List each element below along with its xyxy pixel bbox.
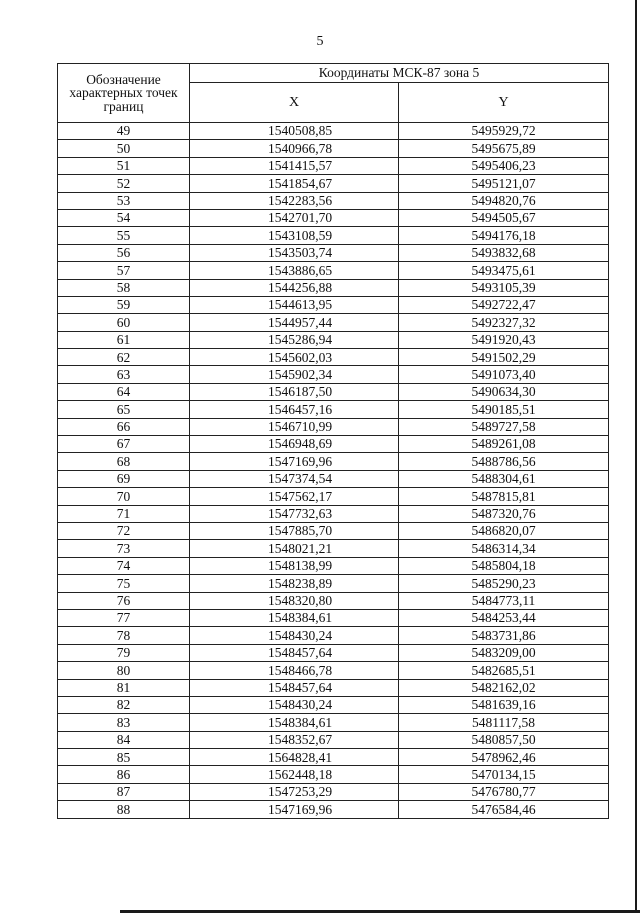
table-row [58, 123, 609, 140]
x-coordinate-cell [190, 140, 399, 157]
y-coordinate-cell [399, 331, 609, 348]
point-number-text: 68 [116, 453, 131, 469]
point-number-text: 85 [116, 749, 131, 765]
x-coordinate-text: 1544957,44 [267, 314, 333, 330]
point-number-text: 58 [116, 279, 131, 295]
x-coordinate-cell [190, 244, 399, 261]
y-coordinate-text: 5482685,51 [471, 662, 536, 678]
table-row [58, 331, 609, 348]
point-number-cell [58, 366, 190, 383]
x-coordinate-cell [190, 679, 399, 696]
point-number-cell [58, 349, 190, 366]
x-coordinate-cell [190, 609, 399, 626]
point-number-cell [58, 696, 190, 713]
y-coordinate-cell [399, 140, 609, 157]
x-coordinate-cell [190, 175, 399, 192]
y-coordinate-cell [399, 696, 609, 713]
x-coordinate-cell [190, 209, 399, 226]
table-row [58, 262, 609, 279]
table-row [58, 227, 609, 244]
point-number-cell [58, 453, 190, 470]
table-row [58, 192, 609, 209]
point-number-cell [58, 383, 190, 400]
x-coordinate-text: 1548021,21 [267, 540, 333, 556]
y-coordinate-text: 5483731,86 [471, 627, 536, 643]
point-number-cell [58, 714, 190, 731]
y-coordinate-cell [399, 627, 609, 644]
x-coordinate-text: 1548384,61 [267, 714, 333, 730]
table-row [58, 296, 609, 313]
y-coordinate-text: 5482162,02 [471, 679, 536, 695]
x-coordinate-text: 1541415,57 [267, 158, 333, 174]
x-coordinate-text: 1548430,24 [267, 627, 333, 643]
y-coordinate-cell [399, 401, 609, 418]
table-row [58, 209, 609, 226]
point-number-cell [58, 575, 190, 592]
point-number-cell [58, 644, 190, 661]
y-coordinate-cell [399, 662, 609, 679]
table-row [58, 244, 609, 261]
point-number-cell [58, 279, 190, 296]
x-coordinate-cell [190, 783, 399, 800]
x-coordinate-text: 1547732,63 [267, 506, 333, 522]
y-coordinate-text: 5488786,56 [471, 453, 536, 469]
point-number-text: 62 [116, 349, 131, 365]
x-coordinate-text: 1545902,34 [267, 366, 333, 382]
point-number-text: 76 [116, 592, 131, 608]
point-number-text: 79 [116, 645, 131, 661]
x-coordinate-text: 1544256,88 [267, 279, 333, 295]
x-coordinate-cell [190, 227, 399, 244]
x-coordinate-cell [190, 418, 399, 435]
y-coordinate-cell [399, 123, 609, 140]
x-coordinate-text: 1547374,54 [267, 471, 333, 487]
x-coordinate-text: 1541854,67 [267, 175, 333, 191]
y-coordinate-text: 5493832,68 [471, 245, 536, 261]
header-y: Y [399, 83, 609, 123]
point-number-text: 61 [116, 332, 131, 348]
coordinates-table [57, 63, 609, 819]
y-coordinate-text: 5492722,47 [471, 297, 536, 313]
point-number-text: 67 [116, 436, 131, 452]
y-coordinate-cell [399, 192, 609, 209]
table-row [58, 366, 609, 383]
y-coordinate-text: 5484253,44 [471, 610, 536, 626]
x-coordinate-cell [190, 766, 399, 783]
y-coordinate-cell [399, 279, 609, 296]
x-coordinate-text: 1545286,94 [267, 332, 333, 348]
x-coordinate-cell [190, 436, 399, 453]
y-coordinate-cell [399, 453, 609, 470]
y-coordinate-text: 5490185,51 [471, 401, 536, 417]
x-coordinate-text: 1547169,96 [267, 453, 333, 469]
point-number-text: 73 [116, 540, 131, 556]
y-coordinate-cell [399, 522, 609, 539]
y-coordinate-cell [399, 714, 609, 731]
point-number-cell [58, 505, 190, 522]
table-row [58, 157, 609, 174]
point-number-cell [58, 731, 190, 748]
page-number: 5 [316, 34, 324, 49]
page-edge-right [635, 0, 637, 913]
y-coordinate-cell [399, 783, 609, 800]
x-coordinate-text: 1548320,80 [267, 592, 333, 608]
x-coordinate-text: 1540508,85 [267, 123, 333, 139]
x-coordinate-cell [190, 366, 399, 383]
x-coordinate-text: 1542283,56 [267, 193, 333, 208]
point-number-text: 52 [116, 175, 131, 191]
x-coordinate-text: 1540966,78 [267, 140, 333, 156]
point-number-cell [58, 522, 190, 539]
point-number-text: 51 [116, 158, 131, 174]
y-coordinate-text: 5493105,39 [471, 279, 536, 295]
table-row [58, 783, 609, 800]
x-coordinate-cell [190, 262, 399, 279]
point-number-text: 78 [116, 627, 131, 643]
point-number-cell [58, 157, 190, 174]
y-coordinate-text: 5495929,72 [471, 123, 536, 139]
point-number-text: 69 [116, 471, 131, 487]
x-coordinate-cell [190, 662, 399, 679]
point-number-text: 71 [116, 506, 131, 522]
x-coordinate-cell [190, 192, 399, 209]
x-coordinate-cell [190, 453, 399, 470]
x-coordinate-text: 1548384,61 [267, 610, 333, 626]
point-number-text: 83 [116, 714, 131, 730]
y-coordinate-text: 5478962,46 [471, 749, 536, 765]
y-coordinate-cell [399, 209, 609, 226]
y-coordinate-cell [399, 679, 609, 696]
table-row [58, 644, 609, 661]
x-coordinate-cell [190, 557, 399, 574]
x-coordinate-cell [190, 627, 399, 644]
point-number-cell [58, 801, 190, 818]
y-coordinate-text: 5481639,16 [471, 697, 536, 713]
x-coordinate-text: 1544613,95 [267, 297, 333, 313]
y-coordinate-text: 5495121,07 [471, 175, 536, 191]
point-number-cell [58, 592, 190, 609]
point-number-text: 50 [116, 140, 131, 156]
point-number-text: 65 [116, 401, 131, 417]
y-coordinate-cell [399, 157, 609, 174]
table-row [58, 609, 609, 626]
y-coordinate-cell [399, 488, 609, 505]
table-row [58, 383, 609, 400]
x-coordinate-cell [190, 488, 399, 505]
y-coordinate-text: 5480857,50 [471, 732, 536, 748]
point-number-cell [58, 123, 190, 140]
y-coordinate-cell [399, 505, 609, 522]
x-coordinate-text: 1562448,18 [267, 766, 333, 782]
x-coordinate-cell [190, 749, 399, 766]
point-number-cell [58, 540, 190, 557]
x-coordinate-text: 1547885,70 [267, 523, 333, 539]
table-row [58, 592, 609, 609]
point-number-cell [58, 418, 190, 435]
point-number-cell [58, 331, 190, 348]
x-coordinate-cell [190, 522, 399, 539]
point-number-text: 81 [116, 679, 131, 695]
point-number-text: 77 [116, 610, 131, 626]
table-row [58, 314, 609, 331]
y-coordinate-text: 5488304,61 [471, 471, 536, 487]
table-row [58, 627, 609, 644]
y-coordinate-text: 5470134,15 [471, 766, 536, 782]
header-designation: Обозначение характерных точек границ [58, 64, 190, 123]
x-coordinate-cell [190, 383, 399, 400]
y-coordinate-cell [399, 262, 609, 279]
x-coordinate-cell [190, 314, 399, 331]
y-coordinate-cell [399, 366, 609, 383]
table-row [58, 575, 609, 592]
x-coordinate-cell [190, 401, 399, 418]
table-row [58, 662, 609, 679]
x-coordinate-text: 1548466,78 [267, 662, 333, 678]
x-coordinate-text: 1548352,67 [267, 732, 333, 748]
x-coordinate-cell [190, 714, 399, 731]
point-number-cell [58, 436, 190, 453]
y-coordinate-text: 5485804,18 [471, 558, 536, 574]
table-row [58, 731, 609, 748]
x-coordinate-text: 1547169,96 [267, 801, 333, 817]
coordinates-table-body [58, 123, 609, 819]
y-coordinate-cell [399, 418, 609, 435]
table-row [58, 679, 609, 696]
y-coordinate-text: 5489727,58 [471, 419, 536, 435]
y-coordinate-text: 5495406,23 [471, 158, 536, 174]
point-number-cell [58, 262, 190, 279]
y-coordinate-text: 5491502,29 [471, 349, 536, 365]
x-coordinate-text: 1545602,03 [267, 349, 333, 365]
y-coordinate-cell [399, 244, 609, 261]
point-number-text: 55 [116, 227, 131, 243]
table-row [58, 349, 609, 366]
y-coordinate-text: 5493475,61 [471, 262, 536, 278]
point-number-text: 75 [116, 575, 131, 591]
point-number-cell [58, 175, 190, 192]
y-coordinate-text: 5491073,40 [471, 366, 536, 382]
x-coordinate-text: 1548238,89 [267, 575, 333, 591]
y-coordinate-text: 5484773,11 [471, 592, 536, 608]
y-coordinate-text: 5487320,76 [471, 506, 536, 522]
point-number-text: 57 [116, 262, 131, 278]
point-number-cell [58, 662, 190, 679]
point-number-cell [58, 244, 190, 261]
x-coordinate-text: 1548457,64 [267, 645, 333, 661]
table-row [58, 436, 609, 453]
y-coordinate-text: 5485290,23 [471, 575, 536, 591]
table-row [58, 714, 609, 731]
y-coordinate-cell [399, 383, 609, 400]
x-coordinate-text: 1548457,64 [267, 679, 333, 695]
y-coordinate-cell [399, 801, 609, 818]
y-coordinate-text: 5486820,07 [471, 523, 536, 539]
table-row [58, 766, 609, 783]
x-coordinate-cell [190, 279, 399, 296]
point-number-text: 70 [116, 488, 131, 504]
point-number-text: 59 [116, 297, 131, 313]
y-coordinate-cell [399, 575, 609, 592]
x-coordinate-cell [190, 331, 399, 348]
y-coordinate-text: 5495675,89 [471, 140, 536, 156]
point-number-text: 74 [116, 558, 131, 574]
point-number-cell [58, 783, 190, 800]
y-coordinate-cell [399, 557, 609, 574]
y-coordinate-cell [399, 540, 609, 557]
y-coordinate-cell [399, 731, 609, 748]
point-number-cell [58, 470, 190, 487]
point-number-cell [58, 609, 190, 626]
point-number-cell [58, 627, 190, 644]
table-row [58, 418, 609, 435]
point-number-text: 63 [116, 366, 131, 382]
table-row [58, 175, 609, 192]
x-coordinate-cell [190, 644, 399, 661]
point-number-cell [58, 296, 190, 313]
point-number-cell [58, 679, 190, 696]
point-number-cell [58, 557, 190, 574]
y-coordinate-text: 5487815,81 [471, 488, 536, 504]
table-row [58, 801, 609, 818]
point-number-text: 66 [116, 419, 131, 435]
table-row [58, 557, 609, 574]
x-coordinate-text: 1546187,50 [267, 384, 333, 400]
x-coordinate-text: 1547562,17 [267, 488, 333, 504]
point-number-cell [58, 488, 190, 505]
table-row [58, 540, 609, 557]
table-row [58, 140, 609, 157]
table-row [58, 401, 609, 418]
point-number-cell [58, 227, 190, 244]
point-number-text: 64 [116, 384, 131, 400]
header-coordinate-system: Координаты МСК-87 зона 5 [190, 64, 609, 83]
y-coordinate-cell [399, 766, 609, 783]
y-coordinate-text: 5494505,67 [471, 210, 536, 226]
table-row [58, 279, 609, 296]
y-coordinate-text: 5494820,76 [471, 193, 536, 208]
y-coordinate-text: 5476584,46 [471, 801, 536, 817]
x-coordinate-cell [190, 470, 399, 487]
y-coordinate-cell [399, 749, 609, 766]
table-row [58, 749, 609, 766]
point-number-cell [58, 192, 190, 209]
point-number-cell [58, 209, 190, 226]
y-coordinate-text: 5481117,58 [471, 714, 536, 730]
x-coordinate-text: 1547253,29 [267, 784, 333, 800]
table-row [58, 453, 609, 470]
x-coordinate-cell [190, 349, 399, 366]
table-row [58, 522, 609, 539]
point-number-text: 82 [116, 697, 131, 713]
table-row [58, 505, 609, 522]
x-coordinate-text: 1548430,24 [267, 697, 333, 713]
x-coordinate-cell [190, 696, 399, 713]
point-number-cell [58, 766, 190, 783]
table-row [58, 696, 609, 713]
point-number-cell [58, 140, 190, 157]
point-number-text: 60 [116, 314, 131, 330]
x-coordinate-text: 1542701,70 [267, 210, 333, 226]
y-coordinate-cell [399, 436, 609, 453]
y-coordinate-text: 5490634,30 [471, 384, 536, 400]
y-coordinate-cell [399, 644, 609, 661]
x-coordinate-cell [190, 540, 399, 557]
y-coordinate-cell [399, 175, 609, 192]
x-coordinate-text: 1548138,99 [267, 558, 333, 574]
point-number-cell [58, 749, 190, 766]
x-coordinate-text: 1564828,41 [267, 749, 333, 765]
y-coordinate-text: 5492327,32 [471, 314, 536, 330]
point-number-text: 56 [116, 245, 131, 261]
point-number-text: 72 [116, 523, 131, 539]
x-coordinate-text: 1546948,69 [267, 436, 333, 452]
x-coordinate-cell [190, 731, 399, 748]
y-coordinate-text: 5491920,43 [471, 332, 536, 348]
x-coordinate-cell [190, 123, 399, 140]
x-coordinate-text: 1543108,59 [267, 227, 333, 243]
x-coordinate-text: 1543503,74 [267, 245, 333, 261]
y-coordinate-text: 5486314,34 [471, 540, 536, 556]
table-row [58, 470, 609, 487]
y-coordinate-cell [399, 592, 609, 609]
x-coordinate-cell [190, 296, 399, 313]
y-coordinate-cell [399, 349, 609, 366]
y-coordinate-text: 5476780,77 [471, 784, 536, 800]
x-coordinate-text: 1543886,65 [267, 262, 333, 278]
header-x: X [190, 83, 399, 123]
y-coordinate-cell [399, 296, 609, 313]
x-coordinate-text: 1546457,16 [267, 401, 333, 417]
point-number-text: 86 [116, 766, 131, 782]
point-number-text: 84 [116, 732, 131, 748]
x-coordinate-cell [190, 801, 399, 818]
y-coordinate-cell [399, 470, 609, 487]
y-coordinate-cell [399, 314, 609, 331]
x-coordinate-text: 1546710,99 [267, 419, 333, 435]
point-number-text: 88 [116, 801, 131, 817]
x-coordinate-cell [190, 592, 399, 609]
y-coordinate-cell [399, 609, 609, 626]
point-number-cell [58, 314, 190, 331]
y-coordinate-text: 5489261,08 [471, 436, 536, 452]
point-number-text: 53 [116, 193, 131, 208]
point-number-text: 80 [116, 662, 131, 678]
point-number-text: 54 [116, 210, 131, 226]
y-coordinate-cell [399, 227, 609, 244]
point-number-text: 49 [116, 123, 131, 139]
x-coordinate-cell [190, 505, 399, 522]
point-number-text: 87 [116, 784, 131, 800]
x-coordinate-cell [190, 157, 399, 174]
y-coordinate-text: 5483209,00 [471, 645, 536, 661]
x-coordinate-cell [190, 575, 399, 592]
table-row [58, 488, 609, 505]
y-coordinate-text: 5494176,18 [471, 227, 536, 243]
point-number-cell [58, 401, 190, 418]
